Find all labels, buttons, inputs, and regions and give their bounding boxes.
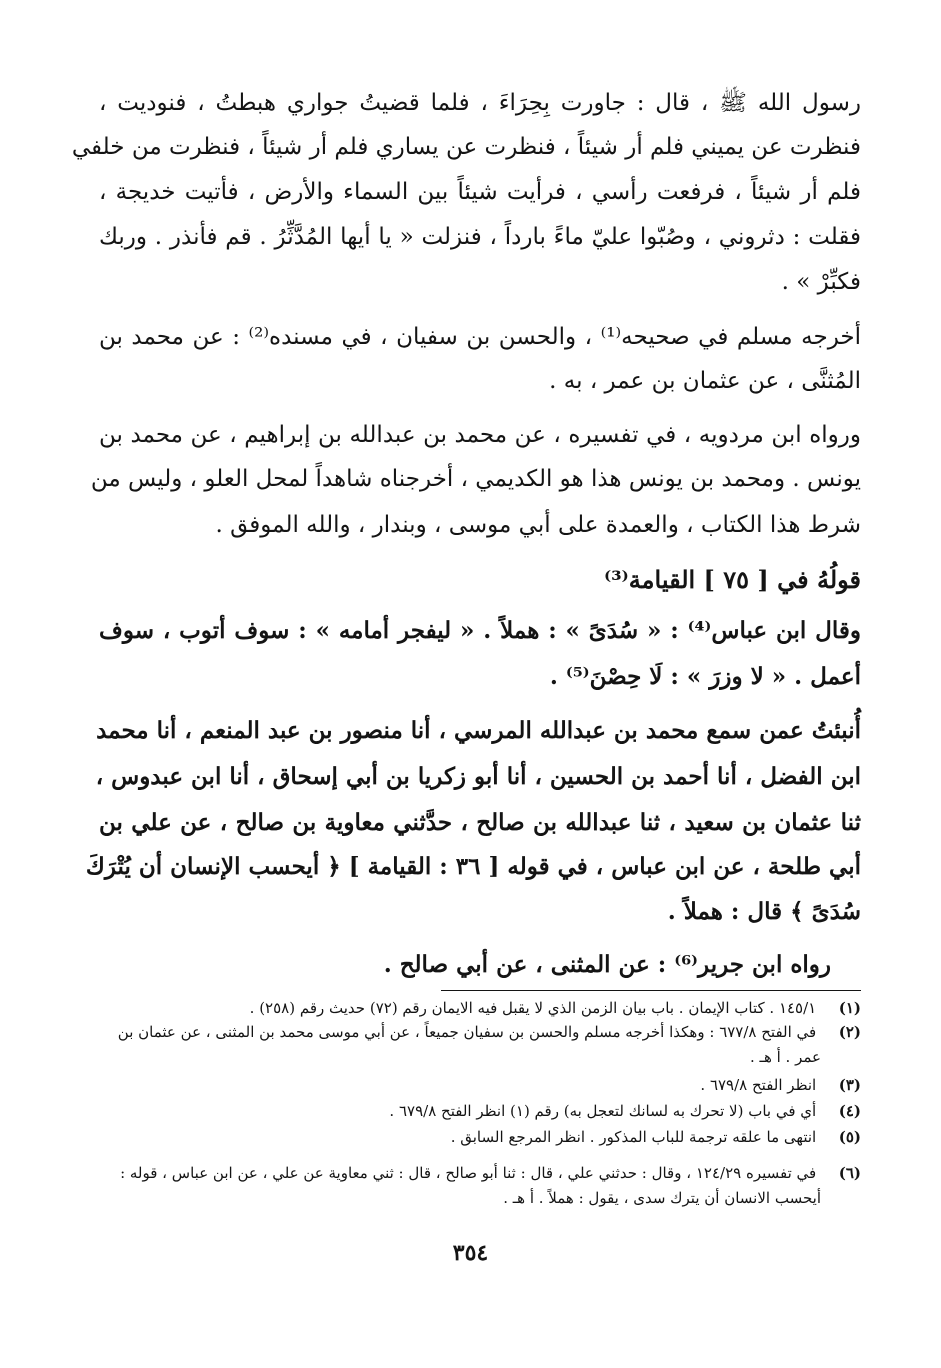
body-line-2: فنظرت عن يميني فلم أر شيئاً ، فنظرت عن يساري فلم أر شيئاً ، فنظرت من خلفي [71, 134, 861, 160]
footnote-text: أي في باب (لا تحرك به لسانك لتعجل به) رقم (١) انظر الفتح ٦٧٩/٨ . [389, 1102, 817, 1120]
footnote-number: (٥) [838, 1128, 861, 1146]
body-line-6: أخرجه مسلم في صحيحه⁽¹⁾ ، والحسن بن سفيان ، في مسنده⁽²⁾ : عن محمد بن [99, 324, 861, 350]
footnote-5 [99, 1128, 861, 1147]
footnote-number: (٦) [838, 1164, 861, 1182]
body-line-1: رسول الله ﷺ ، قال : جاورت بِحِرَاءَ ، فلما قضيتُ جواري هبطتُ ، فنوديت ، [99, 90, 861, 116]
footnote-number: (٣) [838, 1076, 861, 1094]
body-line-15: ابن الفضل ، أنا أحمد بن الحسين ، أنا أبو زكريا بن أبي إسحاق ، أنا ابن عبدوس ، [95, 763, 861, 790]
footnote-text: في الفتح ٦٧٧/٨ : وهكذا أخرجه مسلم والحسن بن سفيان جميعاً ، عن أبي موسى محمد بن المثنى ، عن عثمان بن [117, 1023, 817, 1041]
footnote-number: (٤) [838, 1102, 861, 1120]
body-line-17: أبي طلحة ، عن ابن عباس ، في قوله [ ٣٦ : القيامة ] ﴿ أيحسب الإنسان أن يُتْرَكَ [85, 853, 861, 880]
body-line-3: فلم أر شيئاً ، فرفعت رأسي ، فرأيت شيئاً بين السماء والأرض ، فأتيت خديجة ، [99, 179, 861, 205]
footnote-3 [99, 1076, 861, 1095]
body-line-16: ثنا عثمان بن سعيد ، ثنا عبدالله بن صالح ، حدَّثني معاوية بن صالح ، عن علي بن [99, 809, 861, 836]
footnote-rule [441, 990, 861, 991]
footnote-4 [99, 1102, 861, 1121]
footnote-6 [99, 1164, 861, 1183]
footnote-number: (٢) [838, 1023, 861, 1041]
body-line-4: فقلت : دثروني ، وصُبّوا عليّ ماءً بارداً ، فنزلت « يا أيها المُدَّثِّرُ . قم فأنذر . وربك [99, 224, 861, 250]
footnote-2-continuation: عمر . أ هـ . [750, 1048, 821, 1066]
page-number: ٣٥٤ [452, 1240, 489, 1266]
body-line-8: ورواه ابن مردويه ، في تفسيره ، عن محمد بن عبدالله بن إبراهيم ، عن محمد بن [99, 422, 861, 448]
section-heading: قولُهُ في [ ٧٥ ] القيامة⁽³⁾ [603, 565, 861, 594]
footnote-2 [99, 1023, 861, 1042]
footnote-6-continuation: أيحسب الانسان أن يترك سدى ، يقول : هملاً . أ هـ . [503, 1189, 821, 1207]
footnote-1 [99, 999, 861, 1018]
body-line-10: شرط هذا الكتاب ، والعمدة على أبي موسى ، وبندار ، والله الموفق . [215, 512, 861, 538]
footnote-text: انتهى ما علقه ترجمة للباب المذكور . انظر المرجع السابق . [450, 1128, 817, 1146]
footnote-number: (١) [838, 999, 861, 1017]
footnote-text: ١٤٥/١ . كتاب الإيمان . باب بيان الزمن الذي لا يقبل فيه الايمان رقم (٧٢) حديث رقم (٢٥٨) . [249, 999, 817, 1017]
footnote-text: في تفسيره ١٢٤/٢٩ ، وقال : حدثني علي ، قال : ثنا أبو صالح ، قال : ثني معاوية عن علي ، عن ابن عباس ، قوله : [120, 1164, 817, 1182]
body-line-13: أعمل . « لا وزرَ » : لَا حِصْنَ⁽⁵⁾ . [549, 663, 861, 690]
body-line-7: المُثنَّى ، عن عثمان بن عمر ، به . [549, 368, 861, 394]
body-line-19: رواه ابن جرير⁽⁶⁾ : عن المثنى ، عن أبي صالح . [383, 951, 831, 978]
body-line-9: يونس . ومحمد بن يونس هذا هو الكديمي ، أخرجناه شاهداً لمحل العلو ، وليس من [90, 466, 861, 492]
body-line-14: أُنبئتُ عمن سمع محمد بن عبدالله المرسي ، أنا منصور بن عبد المنعم ، أنا محمد [96, 717, 861, 744]
footnote-text: انظر الفتح ٦٧٩/٨ . [700, 1076, 817, 1094]
body-line-18: سُدَىً ﴾ قال : هملاً . [667, 898, 861, 925]
body-line-12: وقال ابن عباس⁽⁴⁾ : « سُدَىً » : هملاً . « ليفجر أمامه » : سوف أتوب ، سوف [99, 617, 862, 644]
body-line-5: فكبِّرْ » . [781, 269, 861, 295]
